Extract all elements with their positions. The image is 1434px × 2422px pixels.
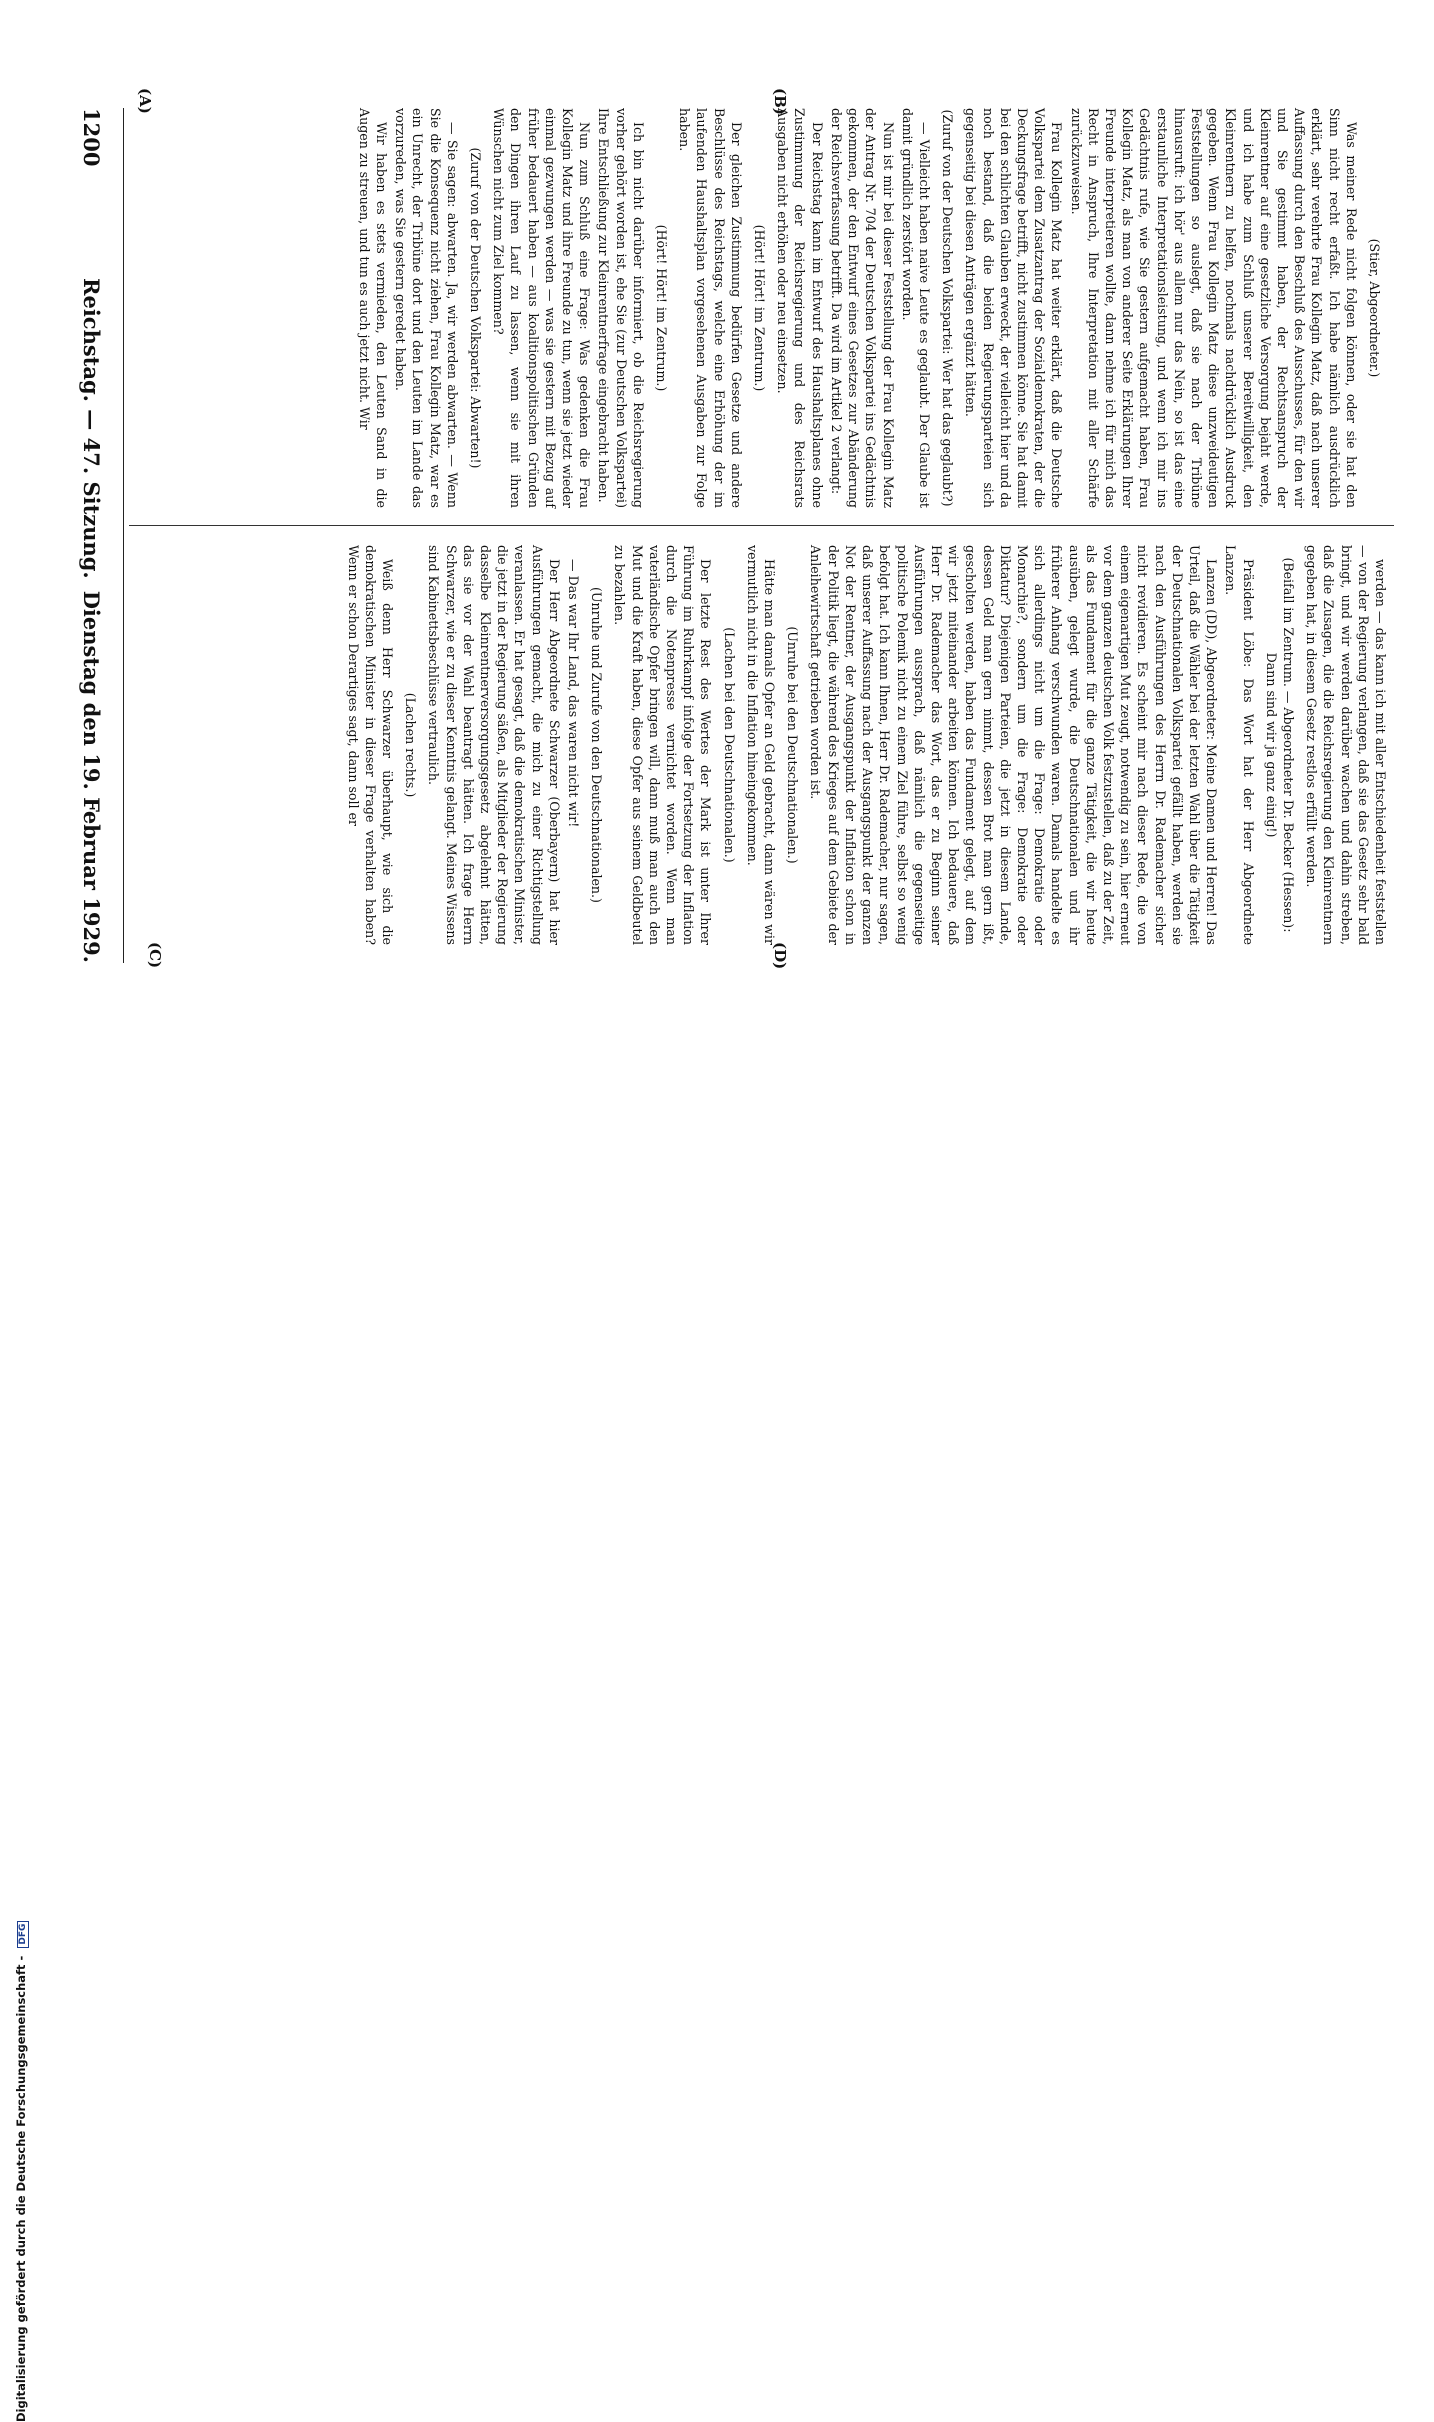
header-date: Dienstag den 19. Februar 1929. xyxy=(79,590,104,963)
paragraph: — Das war Ihr Land, das waren nicht wir! xyxy=(566,559,582,828)
paragraph: Nun ist mir bei dieser Feststellung der Frau Kollegin Matz der Antrag Nr. 704 der Deutschen Volkspartei ins Gedächtnis gekommen, der den Entwurf eines Gesetzes zur Abänderung der Reichsverfassung betrifft. Da wird im Artikel 2 verlangt: xyxy=(828,108,896,508)
margin-marker-b: (B) xyxy=(771,88,789,115)
interjection: (Unruhe und Zurufe von den Deutschnationalen.) xyxy=(589,587,605,903)
right-column xyxy=(139,545,1389,945)
left-column xyxy=(139,108,1389,508)
paragraph: Der Herr Abgeordnete Schwarzer (Oberbayern) hat hier Ausführungen gemacht, die mich zu einer Richtigstellung veranlassen. Er hat gesagt, daß die demokratischen Minister, die jetzt in der Regierung säßen, als Mitglieder der Regierung dasselbe Kleinrentnerversorgungsgesetz abgelehnt hätten, das sie vor der Wahl beantragt hätten. Ich frage Herrn Schwarzer, wie er zu dieser Kenntnis gelangt. Meines Wissens sind Kabinettsbeschlüsse vertraulich. xyxy=(426,545,562,945)
funding-note xyxy=(14,1923,32,2422)
paragraph: Der gleichen Zustimmung bedürfen Gesetze und andere Beschlüsse des Reichstags, welche eine Erhöhung der im laufenden Haushaltsplan vorgesehenen Ausgaben zur Folge haben. xyxy=(677,108,744,508)
interjection: (Hört! Hört! im Zentrum.) xyxy=(752,224,768,392)
margin-marker-a: (A) xyxy=(136,88,154,114)
page-number: 1200 xyxy=(79,108,104,167)
column-divider xyxy=(129,525,1394,526)
paragraph: Frau Kollegin Matz hat weiter erklärt, daß die Deutsche Volkspartei dem Zusatzantrag der Sozialdemokraten, der die Deckungsfrage betrifft, nicht zustimmen könne. Sie hat damit bei den schlichten Glauben erweckt, der vielleicht hier und da noch bestand, daß die beiden Regierungsparteien sich gegenseitig bei diesen Anträgen ergänzt hätten. xyxy=(963,108,1065,508)
paragraph: Was meiner Rede nicht folgen können, oder sie hat den Sinn nicht recht erfaßt. Ich habe nämlich ausdrücklich erklärt, sehr verehrte Frau Kollegin Matz, daß nach unserer Auffassung durch den Beschluß des Ausschusses, für den wir und Sie gestimmt haben, der Rechtsanspruch der Kleinrentner auf eine gesetzliche Versorgung bejaht werde, und ich habe zum Schluß unserer Bereitwilligkeit, den Kleinrentnern zu helfen, nochmals nachdrücklich Ausdruck gegeben. Wenn Frau Kollegin Matz diese unzweideutigen Feststellungen so auslegt, daß sie nach der Tribüne hinausruft: ich hör' aus allem nur das Nein, so ist das eine erstaunliche Interpretationsleistung, und wenn ich mir ins Gedächtnis rufe, wie Sie gestern aufgemacht haben, Frau Kollegin Matz, als man von anderer Seite Erklärungen Ihrer Freunde interpretieren wollte, dann nehme ich für mich das Recht in Anspruch, Ihre Interpretation mit aller Schärfe zurückzuweisen. xyxy=(1068,108,1359,508)
interjection: (Zuruf von der Deutschen Volkspartei: Wer hat das geglaubt?) xyxy=(940,109,956,507)
interjection: (Unruhe bei den Deutschnationalen.) xyxy=(785,626,801,864)
paragraph: werden — das kann ich mit aller Entschiedenheit feststellen — von der Regierung verlangen, daß sie das Gesetz sehr bald bringt, und wir werden darüber wachen und dahin streben, daß die Zusagen, die die Reichsregierung den Kleinrentnern gegeben hat, in diesem Gesetz restlos erfüllt werden. xyxy=(1304,545,1388,945)
margin-marker-c: (C) xyxy=(146,942,164,969)
paragraph: Nun zum Schluß eine Frage: Was gedenken die Frau Kollegin Matz und ihre Freunde zu tun, wenn sie jetzt wieder einmal gezwungen werden — was sie gestern mit Bezug auf früher bedauert haben — aus koalitionspolitischen Gründen den Dingen ihren Lauf zu lassen, wenn sie mit ihren Wünschen nicht zum Ziel kommen? xyxy=(491,108,593,508)
paragraph: Hätte man damals Opfer an Geld gebracht, dann wären wir vermutlich nicht in die Inflation hineingekommen. xyxy=(744,545,778,945)
paragraph: Der Reichstag kann im Entwurf des Haushaltsplanes ohne Zustimmung der Reichsregierung und des Reichsrats Ausgaben nicht erhöhen oder neu einsetzen. xyxy=(775,108,825,508)
paragraph: Ich bin nicht darüber informiert, ob die Reichsregierung vorher gehört worden ist, ehe Sie (zur Deutschen Volkspartei) Ihre Entschließung zur Kleinrentnerfrage eingebracht haben. xyxy=(596,108,646,508)
paragraph: Der letzte Rest des Wertes der Mark ist unter Ihrer Führung im Ruhrkampf infolge der Fortsetzung der Inflation durch die Notenpresse vernichtet worden. Wenn man vaterländische Opfer bringen will, dann muß man auch den Mut und die Kraft haben, diese Opfer aus seinem Geldbeutel zu bezahlen. xyxy=(612,545,714,945)
funding-text: Digitalisierung gefördert durch die Deutsche Forschungsgemeinschaft - xyxy=(14,1955,28,2422)
margin-marker-d: (D) xyxy=(771,942,789,970)
paragraph: Lanzen (DD), Abgeordneter: Meine Damen und Herren! Das Urteil, daß die Wähler bei der letzten Wahl über die Tätigkeit der Deutschnationalen Volkspartei gefällt haben, werden sie nach den Ausführungen des Herrn Dr. Rademacher sicher nicht revidieren. Es scheint mir nach dieser Rede, die von einem eigenartigen Mut zeugt, notwendig zu sein, hier erneut vor dem ganzen deutschen Volk festzustellen, daß zu der Zeit, als das Fundament für die ganze Tätigkeit, die wir heute ausüben, gelegt wurde, die Deutschnationalen und ihr früherer Anhang verschwunden waren. Damals handelte es sich allerdings nicht um die Frage: Demokratie oder Monarchie?, sondern um die Frage: Demokratie oder Diktatur? Diejenigen Parteien, die jetzt in diesem Lande, dessen Geld man gern nimmt, dessen Brot man gern ißt, gescholten werden, haben das Fundament gelegt, auf dem wir jetzt miteinander arbeiten können. Ich bedauere, daß Herr Dr. Rademacher das Wort, das er zu Beginn seiner Ausführungen aussprach, daß nämlich die gegenseitige politische Polemik nicht zu einem Ziel führe, selbst so wenig befolgt hat. Ich kann Ihnen, Herr Dr. Rademacher, nur sagen, daß unserer Auffassung nach der Ausgangspunkt der ganzen Not der Rentner, der Ausgangspunkt der Inflation schon in der Politik liegt, die während des Krieges auf dem Gebiete der Anleihewirtschaft getrieben worden ist. xyxy=(808,545,1220,945)
header-title: Reichstag. — 47. Sitzung. xyxy=(79,278,104,579)
interjection: (Hört! Hört! im Zentrum.) xyxy=(654,224,670,392)
interjection: (Lachen bei den Deutschnationalen.) xyxy=(721,627,737,863)
paragraph: — Vielleicht haben naive Leute es geglaubt. Der Glaube ist damit gründlich zerstört worden. xyxy=(899,108,932,508)
interjection: (Beifall im Zentrum. — Abgeordneter Dr. Becker (Hessen): Dann sind wir ja ganz einig!) xyxy=(1263,557,1296,933)
rotated-document-page xyxy=(0,0,1434,1000)
paragraph: Weiß denn Herr Schwarzer überhaupt, wie sich die demokratischen Minister in dieser Frage verhalten haben? Wenn er schon Derartiges sagt, dann soll er xyxy=(345,545,396,945)
interjection: (Lachen rechts.) xyxy=(403,692,419,798)
paragraph: Wir haben es stets vermieden, den Leuten Sand in die Augen zu streuen, und tun es auch jetzt nicht. Wir xyxy=(356,108,390,508)
interjection: (Stier, Abgeordneter.) xyxy=(1367,238,1382,378)
dfg-logo: DFG xyxy=(17,1921,29,1948)
paragraph: — Sie sagen: abwarten. Ja, wir werden abwarten. — Wenn Sie die Konsequenz nicht ziehen, Frau Kollegin Matz, war es ein Unrecht, der Tribüne dort und den Leuten im Lande das vorzureden, was Sie gestern geredet haben. xyxy=(393,108,460,508)
page-header xyxy=(70,108,114,963)
paragraph: Präsident Löbe: Das Wort hat der Herr Abgeordnete Lanzen. xyxy=(1223,545,1256,945)
interjection: (Zuruf von der Deutschen Volkspartei: Abwarten!) xyxy=(468,147,484,469)
header-rule xyxy=(123,108,124,963)
